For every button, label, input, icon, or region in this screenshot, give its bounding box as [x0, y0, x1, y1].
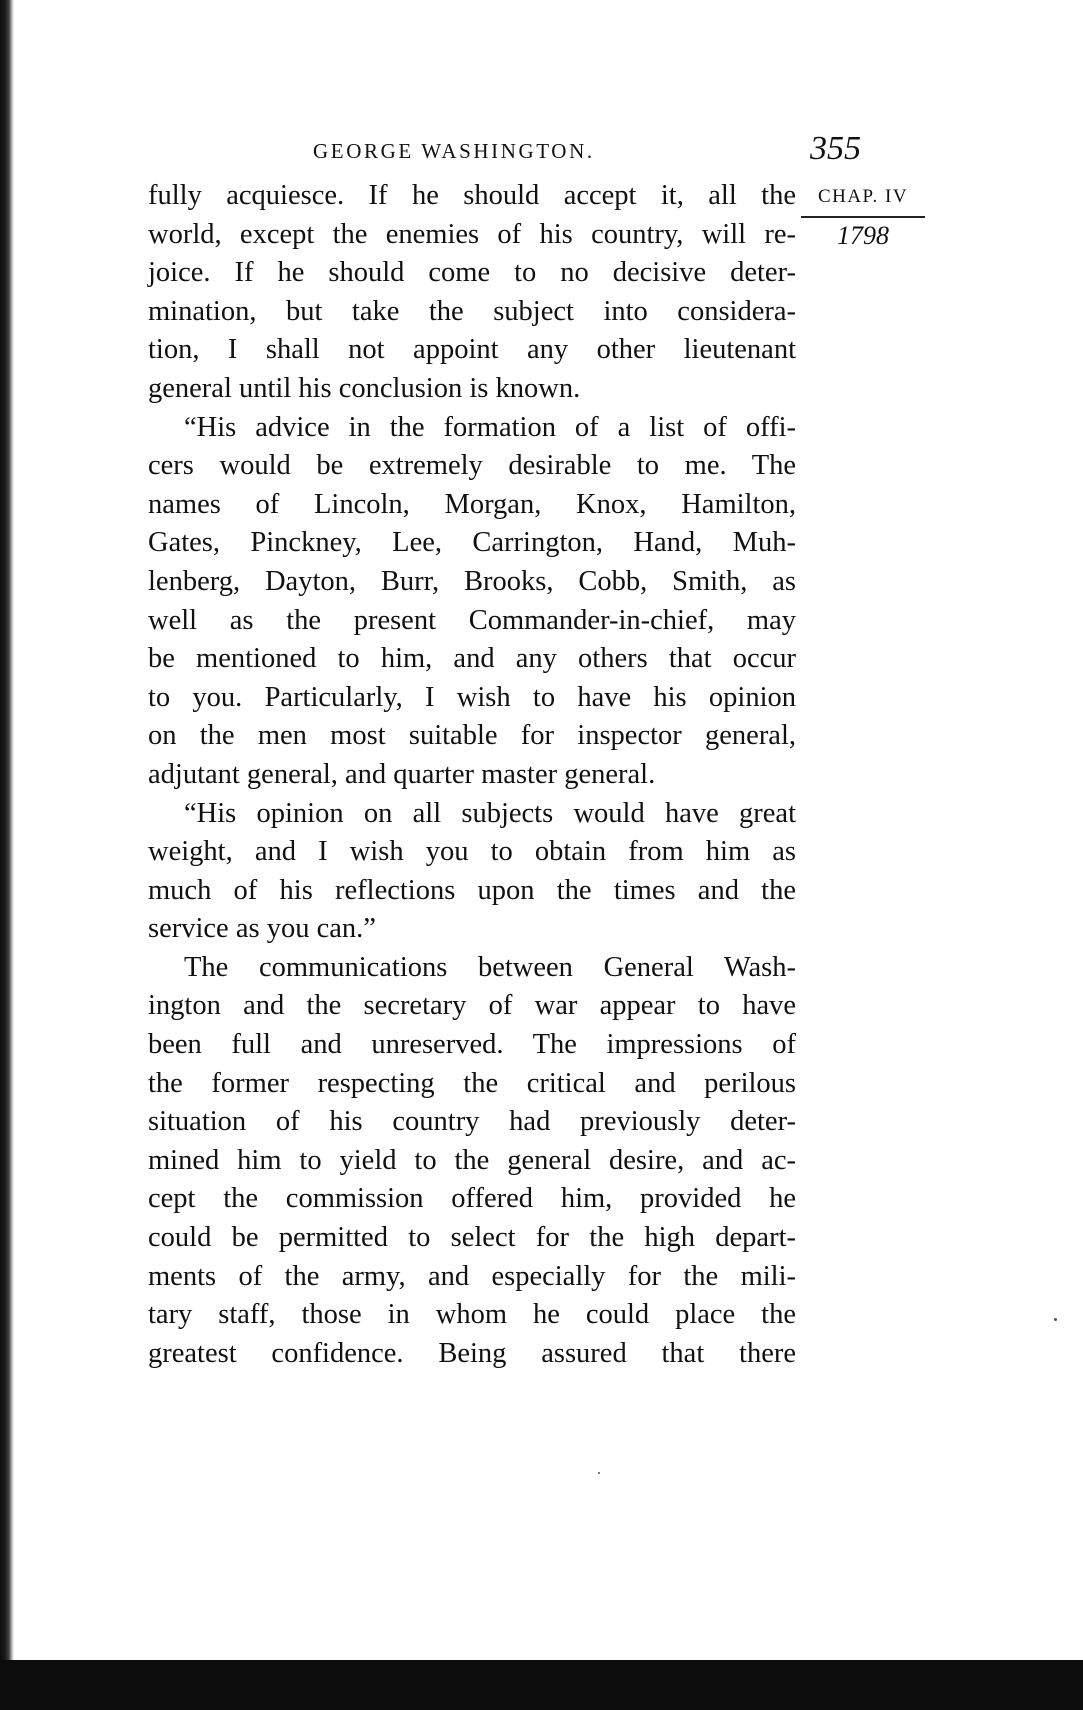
text-line: ington and the secretary of war appear to have: [148, 990, 796, 1022]
text-line: weight, and I wish you to obtain from him as: [148, 836, 796, 868]
chapter-label: CHAP. IV: [817, 186, 909, 207]
text-line: on the men most suitable for inspector general,: [148, 720, 796, 752]
text-line: situation of his country had previously deter-: [148, 1106, 796, 1138]
text-line: “His opinion on all subjects would have great: [184, 797, 796, 829]
running-head: [148, 130, 948, 170]
text-line: general until his conclusion is known.: [148, 372, 581, 404]
page-number: 355: [810, 130, 861, 167]
running-head-title: GEORGE WASHINGTON.: [313, 139, 595, 163]
text-line: fully acquiesce. If he should accept it, all the: [148, 180, 796, 211]
text-line: well as the present Commander-in-chief, may: [148, 604, 796, 636]
text-line: much of his reflections upon the times and the: [148, 874, 796, 906]
text-line: “His advice in the formation of a list of offi-: [184, 411, 796, 443]
scan-speck: [1054, 1318, 1057, 1321]
text-line: tary staff, those in whom he could place the: [148, 1299, 796, 1331]
text-line: ments of the army, and especially for the mili-: [148, 1260, 796, 1292]
text-line: The communications between General Wash-: [184, 951, 796, 983]
text-line: joice. If he should come to no decisive deter-: [148, 257, 796, 289]
text-line: lenberg, Dayton, Burr, Brooks, Cobb, Smith, as: [148, 565, 796, 597]
text-line: greatest confidence. Being assured that there: [148, 1337, 796, 1369]
scan-page-edge-left: [0, 0, 14, 1710]
text-line: been full and unreserved. The impressions of: [148, 1029, 796, 1061]
text-line: mination, but take the subject into considera-: [148, 295, 796, 327]
text-line: cers would be extremely desirable to me. The: [148, 450, 796, 482]
text-line: cept the commission offered him, provided he: [148, 1183, 796, 1215]
text-line: could be permitted to select for the high depart-: [148, 1222, 796, 1254]
scan-page-edge-bottom: [0, 1660, 1083, 1710]
text-line: service as you can.”: [148, 913, 376, 945]
margin-note: [798, 182, 928, 254]
text-line: be mentioned to him, and any others that occur: [148, 643, 796, 675]
text-line: names of Lincoln, Morgan, Knox, Hamilton,: [148, 488, 796, 520]
margin-year: 1798: [837, 221, 889, 250]
text-line: mined him to yield to the general desire, and ac-: [148, 1144, 796, 1176]
text-line: to you. Particularly, I wish to have his opinion: [148, 681, 796, 713]
text-line: adjutant general, and quarter master general.: [148, 758, 656, 790]
text-line: Gates, Pinckney, Lee, Carrington, Hand, Muh-: [148, 527, 796, 559]
scan-speck: [598, 1472, 600, 1474]
text-line: the former respecting the critical and perilous: [148, 1067, 796, 1099]
text-line: world, except the enemies of his country, will re-: [148, 218, 796, 250]
text-line: tion, I shall not appoint any other lieutenant: [148, 334, 796, 366]
body-text: [148, 177, 796, 1373]
